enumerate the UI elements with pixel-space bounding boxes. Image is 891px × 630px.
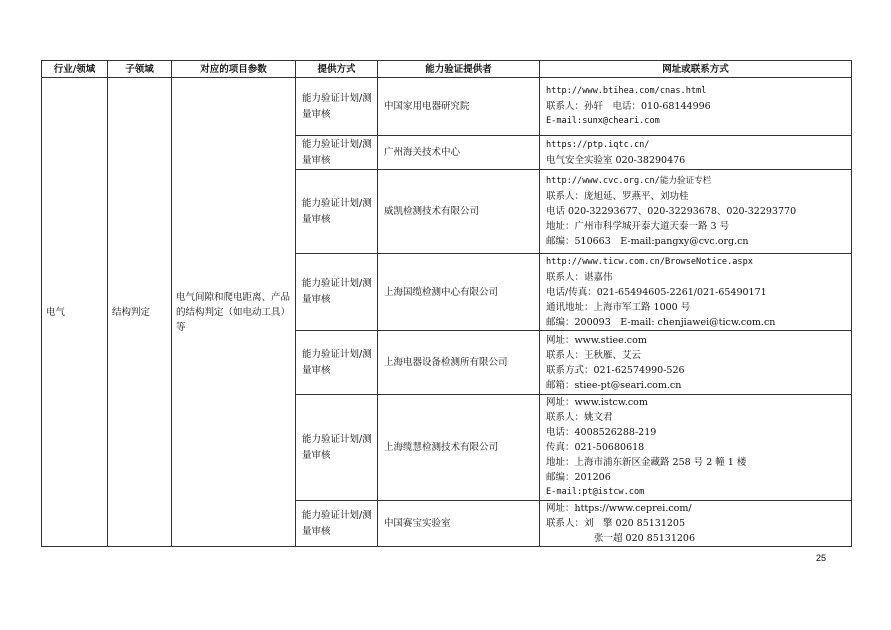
contact-line[interactable]: 网址：www.istcw.com [546, 397, 648, 408]
provider-cell: 上海国缆检测中心有限公司 [378, 254, 540, 331]
parameters-cell: 电气间隙和爬电距离、产品的结构判定（如电动工具）等 [172, 78, 296, 547]
contact-line[interactable]: https://ptp.iqtc.cn/ [546, 139, 650, 150]
method-cell: 能力验证计划/测量审核 [296, 254, 378, 331]
contact-line: 联系人：谌嘉伟 [546, 271, 613, 283]
contact-line: 地址：广州市科学城开泰大道天泰一路 3 号 [546, 221, 730, 232]
contact-line: 联系人：王秋雁、艾云 [546, 349, 642, 361]
contact-line[interactable]: 网址：www.stiee.com [546, 334, 647, 346]
contact-cell [540, 254, 852, 331]
header-industry: 行业/领域 [42, 61, 108, 78]
contact-line[interactable]: E-mail:pt@istcw.com [546, 487, 645, 497]
contact-line: 邮编：201206 [546, 472, 611, 483]
contact-line: 电话：4008526288-219 [546, 427, 657, 438]
subfield-cell: 结构判定 [108, 78, 172, 547]
contact-cell [540, 170, 852, 254]
contact-line: 地址：上海市浦东新区金藏路 258 号 2 幢 1 楼 [546, 457, 747, 468]
contact-line: 联系人：刘 擎 020 85131205 [546, 518, 686, 529]
method-cell: 能力验证计划/测量审核 [296, 501, 378, 547]
contact-cell [540, 136, 852, 170]
contact-line: 联系方式：021-62574990-526 [546, 364, 685, 376]
contact-cell [540, 395, 852, 501]
header-method: 提供方式 [296, 61, 378, 78]
contact-line: 通讯地址：上海市军工路 1000 号 [546, 301, 691, 313]
method-cell: 能力验证计划/测量审核 [296, 78, 378, 136]
method-cell: 能力验证计划/测量审核 [296, 136, 378, 170]
contact-cell [540, 331, 852, 395]
method-cell: 能力验证计划/测量审核 [296, 395, 378, 501]
industry-cell: 电气 [42, 78, 108, 547]
provider-cell: 中国赛宝实验室 [378, 501, 540, 547]
contact-line: 邮编：200093 E-mail: chenjiawei@ticw.com.cn [546, 316, 776, 328]
contact-line[interactable]: http://www.btihea.com/cnas.html [546, 86, 707, 96]
header-parameters: 对应的项目参数 [172, 61, 296, 78]
header-contact: 网址或联系方式 [540, 61, 852, 78]
contact-line[interactable]: http://www.cvc.org.cn/能力验证专栏 [546, 176, 712, 186]
table-row [42, 78, 852, 136]
header-subfield: 子领域 [108, 61, 172, 78]
contact-line: 电话/传真：021-65494605-2261/021-65490171 [546, 286, 767, 298]
contact-line: 电气安全实验室 020-38290476 [546, 154, 686, 166]
contact-line[interactable]: 邮箱：stiee-pt@seari.com.cn [546, 379, 682, 391]
contact-line[interactable]: http://www.ticw.com.cn/BrowseNotice.aspx [546, 256, 753, 267]
contact-line[interactable]: 网址：https://www.ceprei.com/ [546, 503, 692, 514]
header-row [42, 61, 852, 78]
provider-cell: 上海电器设备检测所有限公司 [378, 331, 540, 395]
provider-cell: 上海缆慧检测技术有限公司 [378, 395, 540, 501]
contact-line: 联系人：孙轩 电话：010-68144996 [546, 101, 711, 112]
contact-cell [540, 78, 852, 136]
contact-cell [540, 501, 852, 547]
method-cell: 能力验证计划/测量审核 [296, 170, 378, 254]
provider-cell: 广州海关技术中心 [378, 136, 540, 170]
contact-line: 传真：021-50680618 [546, 442, 645, 453]
contact-line: 电话 020-32293677、020-32293678、020-32293770 [546, 206, 797, 217]
provider-cell: 中国家用电器研究院 [378, 78, 540, 136]
contact-line: 张一超 020 85131206 [594, 533, 696, 544]
contact-line: 联系人：庞旭延、罗燕平、刘功桂 [546, 191, 689, 202]
contact-line: 联系人：姚文君 [546, 412, 613, 423]
contact-line: 邮编：510663 E-mail:pangxy@cvc.org.cn [546, 236, 749, 247]
page-number: 25 [816, 553, 827, 563]
provider-cell: 威凯检测技术有限公司 [378, 170, 540, 254]
pt-provider-table [41, 60, 852, 547]
contact-line[interactable]: E-mail:sunx@cheari.com [546, 116, 660, 126]
method-cell: 能力验证计划/测量审核 [296, 331, 378, 395]
header-provider: 能力验证提供者 [378, 61, 540, 78]
